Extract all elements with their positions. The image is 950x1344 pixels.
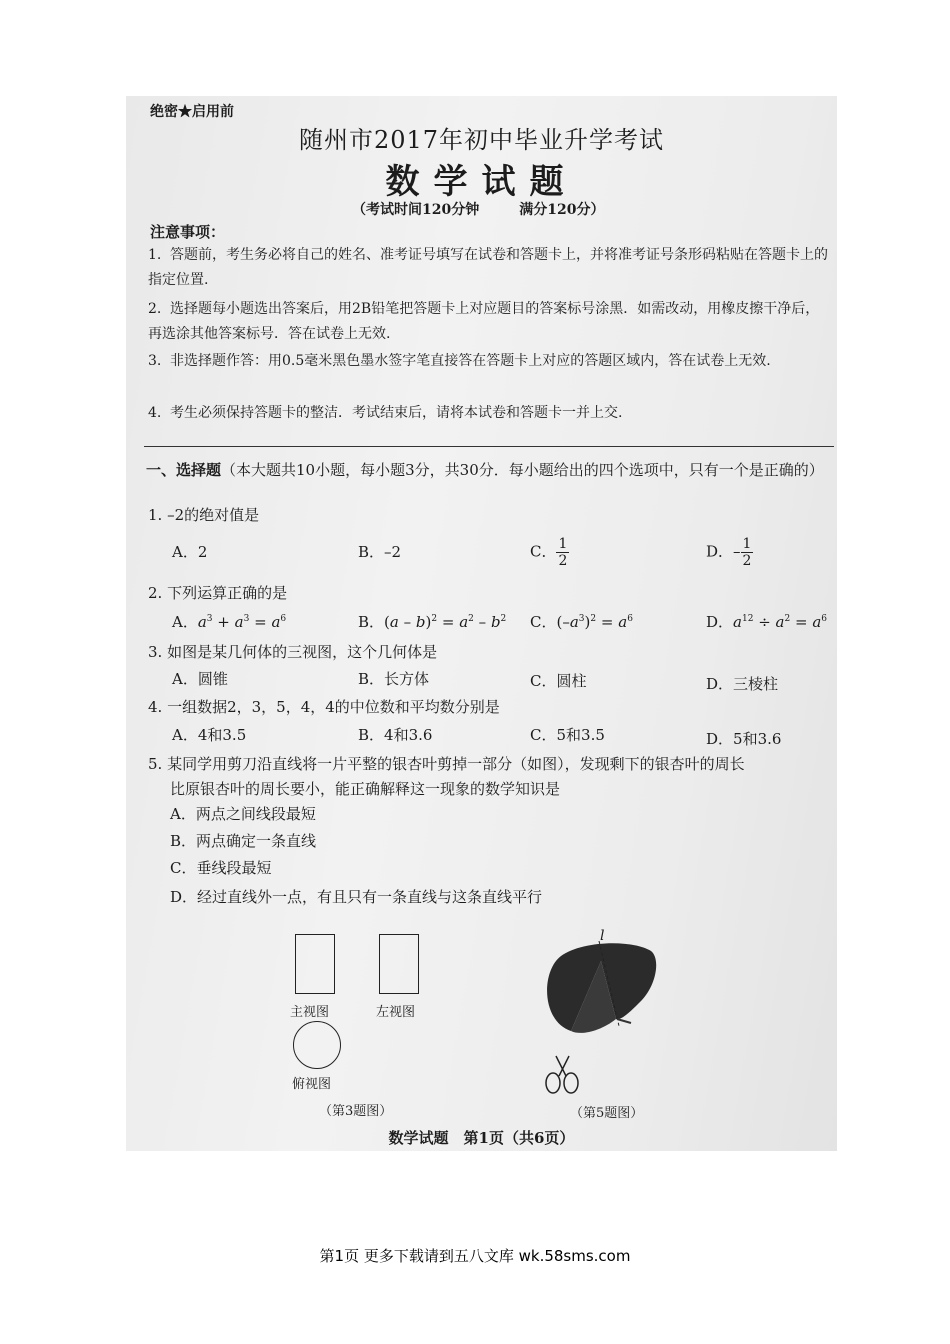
q5-stem-line1: 5. 某同学用剪刀沿直线将一片平整的银杏叶剪掉一部分（如图），发现剩下的银杏叶的周长 [148,755,745,773]
q1-option-c: C． $\frac{1}{2}$ [530,536,568,569]
q3-stem: 3. 如图是某几何体的三视图，这个几何体是 [148,643,438,661]
q4-option-c: C．5和3.5 [530,726,605,744]
cut-line-label: l [600,928,605,944]
exam-time: （考试时间120分钟 [352,202,480,218]
q3-option-c: C．圆柱 [530,672,587,690]
q2-option-c: C．$(-a^3)^2 = a^6$ [530,613,633,631]
exam-score: 满分120分） [519,202,605,218]
secret-label: 绝密★启用前 [150,104,234,120]
left-view-rectangle [379,934,419,994]
figure5-caption: （第5题图） [570,1106,644,1121]
q2-option-a: A．$a^3 + a^3 = a^6$ [172,613,287,631]
q5-option-c: C．垂线段最短 [170,859,272,877]
top-view-circle [293,1021,341,1069]
q3-option-b: B．长方体 [358,670,430,688]
q2-option-b: B．$(a - b)^2 = a^2 - b^2$ [358,613,507,631]
page-footer: 数学试题 第1页（共6页） [388,1129,575,1147]
q5-option-b: B．两点确定一条直线 [170,832,317,850]
notice-heading: 注意事项： [150,223,226,241]
q3-option-a: A．圆锥 [172,670,228,688]
q1-option-a: A．2 [172,543,208,561]
divider [144,446,834,447]
q1-option-d: D．– $\frac{1}{2}$ [706,536,752,569]
q2-stem: 2. 下列运算正确的是 [148,584,288,602]
q4-option-b: B．4和3.6 [358,726,433,744]
q2-option-d: D．$a^{12} \div a^2 = a^6$ [706,613,828,631]
front-view-rectangle [295,934,335,994]
left-view-label: 左视图 [376,1005,416,1020]
download-note: 第1页 更多下载请到五八文库 wk.58sms.com [319,1247,631,1265]
q5-stem-line2: 比原银杏叶的周长要小，能正确解释这一现象的数学知识是 [170,780,561,798]
notice-item-2: 2. 选择题每小题选出答案后，用2B铅笔把答题卡上对应题目的答案标号涂黑．如需改动，用橡皮擦干净后，再选涂其他答案标号．答在试卷上无效. [148,301,820,342]
exam-title: 随州市2017年初中毕业升学考试 [298,126,665,154]
front-view-label: 主视图 [290,1005,330,1020]
exam-time-info [352,199,604,219]
section-heading: 一、选择题（本大题共10小题，每小题3分，共30分．每小题给出的四个选项中，只有一个是正确的） [146,461,824,479]
notice-item-1: 1. 答题前，考生务必将自己的姓名、准考证号填写在试卷和答题卡上，并将准考证号条形码粘贴在答题卡上的指定位置. [148,247,828,288]
figure3-caption: （第3题图） [319,1104,393,1119]
top-view-label: 俯视图 [292,1077,332,1092]
q5-option-d: D．经过直线外一点，有且只有一条直线与这条直线平行 [170,888,543,906]
q4-stem: 4. 一组数据2，3，5，4，4的中位数和平均数分别是 [148,698,500,716]
q4-option-a: A．4和3.5 [172,726,247,744]
q3-option-d: D．三棱柱 [706,675,779,693]
q5-option-a: A．两点之间线段最短 [170,805,316,823]
exam-subject: 数学试题 [385,162,578,202]
q1-option-b: B．–2 [358,543,402,561]
notice-item-4: 4. 考生必须保持答题卡的整洁．考试结束后，请将本试卷和答题卡一并上交. [148,405,623,421]
q4-option-d: D．5和3.6 [706,730,782,748]
exam-paper-scan [126,96,837,1151]
notice-item-3: 3. 非选择题作答：用0.5毫米黑色墨水签字笔直接答在答题卡上对应的答题区域内，答在试卷上无效. [148,353,771,369]
q1-stem: 1. –2的绝对值是 [148,506,260,524]
ginkgo-leaf-scissors-icon [521,931,671,1111]
